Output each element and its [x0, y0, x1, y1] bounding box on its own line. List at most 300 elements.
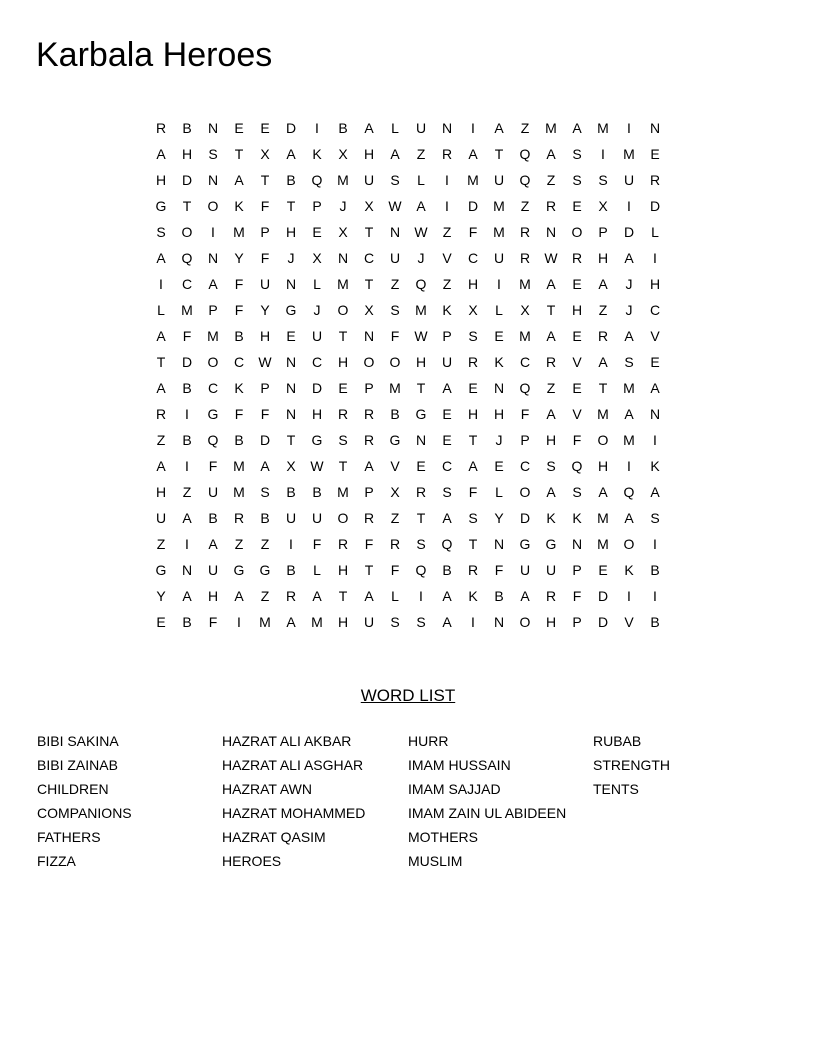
grid-letter: S — [390, 614, 400, 630]
grid-letter: B — [260, 510, 270, 526]
grid-letter: N — [207, 250, 219, 266]
word-list-item: BIBI SAKINA — [37, 733, 119, 749]
word-list-item: HAZRAT AWN — [222, 781, 312, 797]
grid-letter: Q — [519, 146, 531, 162]
grid-letter: J — [339, 198, 347, 214]
grid-letter: A — [442, 510, 452, 526]
grid-letter: M — [623, 432, 635, 448]
grid-letter: X — [286, 458, 296, 474]
grid-letter: W — [258, 354, 272, 370]
grid-letter: B — [182, 614, 192, 630]
grid-letter: O — [597, 432, 609, 448]
grid-letter: U — [311, 328, 323, 344]
grid-letter: M — [493, 224, 505, 240]
grid-letter: U — [493, 250, 505, 266]
grid-letter: E — [234, 120, 244, 136]
grid-letter: T — [598, 380, 608, 396]
word-list-heading: WORD LIST — [360, 686, 456, 705]
grid-letter: A — [546, 484, 556, 500]
grid-letter: Y — [234, 250, 244, 266]
word-list-item: HEROES — [222, 853, 282, 869]
grid-letter: I — [627, 458, 631, 474]
grid-letter: I — [185, 458, 189, 474]
grid-letter: R — [545, 588, 557, 604]
grid-letter: D — [623, 224, 635, 240]
grid-letter: K — [312, 146, 322, 162]
grid-letter: C — [519, 458, 531, 474]
grid-letter: K — [234, 380, 244, 396]
grid-letter: X — [520, 302, 530, 318]
grid-letter: T — [494, 146, 504, 162]
grid-letter: L — [417, 172, 425, 188]
grid-letter: X — [364, 302, 374, 318]
grid-letter: I — [627, 198, 631, 214]
grid-letter: R — [649, 172, 661, 188]
grid-letter: U — [155, 510, 167, 526]
grid-letter: F — [390, 562, 400, 578]
grid-letter: A — [156, 328, 166, 344]
grid-letter: Y — [156, 588, 166, 604]
grid-letter: A — [312, 588, 322, 604]
grid-letter: X — [338, 224, 348, 240]
grid-letter: F — [182, 328, 192, 344]
grid-letter: I — [471, 120, 475, 136]
grid-letter: H — [597, 458, 609, 474]
grid-letter: X — [364, 198, 374, 214]
grid-letter: H — [649, 276, 661, 292]
grid-letter: H — [571, 302, 583, 318]
grid-letter: S — [416, 614, 426, 630]
grid-letter: M — [233, 484, 245, 500]
grid-letter: G — [415, 406, 427, 422]
word-list-item: HAZRAT QASIM — [222, 829, 326, 845]
grid-letter: E — [416, 458, 426, 474]
grid-letter: N — [493, 380, 505, 396]
grid-letter: B — [182, 432, 192, 448]
grid-letter: M — [337, 172, 349, 188]
grid-letter: A — [156, 250, 166, 266]
page-title: Karbala Heroes — [36, 36, 273, 74]
grid-letter: R — [441, 146, 453, 162]
grid-letter: N — [207, 172, 219, 188]
grid-letter: H — [597, 250, 609, 266]
grid-letter: G — [207, 406, 219, 422]
grid-letter: P — [364, 484, 374, 500]
grid-letter: I — [289, 536, 293, 552]
grid-letter: A — [546, 406, 556, 422]
grid-letter: A — [598, 354, 608, 370]
grid-letter: N — [649, 406, 661, 422]
grid-letter: M — [597, 406, 609, 422]
grid-letter: F — [208, 458, 218, 474]
grid-letter: D — [181, 172, 193, 188]
grid-letter: A — [234, 172, 244, 188]
grid-letter: W — [388, 198, 402, 214]
grid-letter: V — [650, 328, 660, 344]
grid-letter: O — [389, 354, 401, 370]
grid-letter: M — [233, 224, 245, 240]
grid-letter: F — [234, 406, 244, 422]
grid-letter: C — [467, 250, 479, 266]
grid-letter: P — [260, 380, 270, 396]
grid-letter: A — [208, 536, 218, 552]
grid-letter: Z — [546, 172, 556, 188]
grid-letter: B — [182, 380, 192, 396]
grid-letter: A — [156, 458, 166, 474]
grid-letter: B — [650, 562, 660, 578]
grid-letter: H — [181, 146, 193, 162]
grid-letter: A — [468, 458, 478, 474]
grid-letter: M — [597, 120, 609, 136]
grid-letter: L — [157, 302, 165, 318]
word-list-item: TENTS — [593, 781, 639, 797]
grid-letter: E — [572, 276, 582, 292]
grid-letter: T — [286, 432, 296, 448]
grid-letter: Y — [494, 510, 504, 526]
grid-letter: U — [311, 510, 323, 526]
grid-letter: I — [185, 406, 189, 422]
grid-letter: I — [653, 432, 657, 448]
grid-letter: T — [338, 458, 348, 474]
grid-letter: V — [572, 354, 582, 370]
grid-letter: U — [623, 172, 635, 188]
grid-letter: A — [182, 510, 192, 526]
grid-letter: B — [442, 562, 452, 578]
grid-letter: Z — [156, 536, 166, 552]
grid-letter: E — [494, 458, 504, 474]
grid-letter: A — [208, 276, 218, 292]
grid-letter: Z — [546, 380, 556, 396]
grid-letter: T — [364, 562, 374, 578]
grid-letter: Z — [520, 120, 530, 136]
grid-letter: N — [285, 354, 297, 370]
grid-letter: A — [182, 588, 192, 604]
grid-letter: F — [260, 250, 270, 266]
grid-letter: A — [546, 276, 556, 292]
grid-letter: Z — [598, 302, 608, 318]
word-list-item: HAZRAT ALI AKBAR — [222, 733, 352, 749]
grid-letter: C — [207, 380, 219, 396]
grid-letter: A — [468, 146, 478, 162]
grid-letter: U — [207, 484, 219, 500]
grid-letter: T — [364, 224, 374, 240]
grid-letter: G — [285, 302, 297, 318]
grid-letter: B — [286, 172, 296, 188]
grid-letter: Y — [260, 302, 270, 318]
grid-letter: S — [624, 354, 634, 370]
grid-letter: R — [285, 588, 297, 604]
grid-letter: N — [545, 224, 557, 240]
grid-letter: R — [363, 432, 375, 448]
grid-letter: B — [650, 614, 660, 630]
grid-letter: F — [312, 536, 322, 552]
grid-letter: C — [311, 354, 323, 370]
grid-letter: T — [416, 380, 426, 396]
grid-letter: Z — [390, 276, 400, 292]
grid-letter: I — [627, 120, 631, 136]
grid-letter: O — [181, 224, 193, 240]
grid-letter: T — [156, 354, 166, 370]
grid-letter: H — [337, 562, 349, 578]
word-list-item: HURR — [408, 733, 449, 749]
grid-letter: C — [649, 302, 661, 318]
grid-letter: W — [310, 458, 324, 474]
grid-letter: X — [338, 146, 348, 162]
grid-letter: I — [159, 276, 163, 292]
grid-letter: U — [363, 172, 375, 188]
word-list-item: COMPANIONS — [37, 805, 132, 821]
grid-letter: S — [572, 172, 582, 188]
grid-letter: F — [234, 276, 244, 292]
grid-letter: U — [207, 562, 219, 578]
grid-letter: E — [572, 198, 582, 214]
grid-letter: U — [493, 172, 505, 188]
grid-letter: F — [468, 224, 478, 240]
grid-letter: H — [259, 328, 271, 344]
grid-letter: X — [312, 250, 322, 266]
grid-letter: L — [313, 276, 321, 292]
grid-letter: N — [285, 380, 297, 396]
grid-letter: X — [468, 302, 478, 318]
grid-letter: E — [494, 328, 504, 344]
grid-letter: A — [520, 588, 530, 604]
grid-letter: H — [545, 614, 557, 630]
grid-letter: T — [338, 588, 348, 604]
grid-letter: F — [208, 614, 218, 630]
grid-letter: X — [390, 484, 400, 500]
grid-letter: B — [494, 588, 504, 604]
grid-letter: R — [415, 484, 427, 500]
grid-letter: H — [493, 406, 505, 422]
grid-letter: L — [391, 588, 399, 604]
grid-letter: G — [389, 432, 401, 448]
grid-letter: K — [650, 458, 660, 474]
grid-letter: Q — [311, 172, 323, 188]
grid-letter: M — [233, 458, 245, 474]
grid-letter: M — [519, 328, 531, 344]
grid-letter: Z — [442, 276, 452, 292]
grid-letter: S — [468, 328, 478, 344]
grid-letter: C — [441, 458, 453, 474]
grid-letter: M — [545, 120, 557, 136]
grid-letter: P — [260, 224, 270, 240]
grid-letter: M — [181, 302, 193, 318]
grid-letter: G — [155, 198, 167, 214]
grid-letter: S — [442, 484, 452, 500]
grid-letter: U — [363, 614, 375, 630]
grid-letter: B — [208, 510, 218, 526]
grid-letter: A — [624, 250, 634, 266]
grid-letter: A — [364, 458, 374, 474]
grid-letter: L — [495, 484, 503, 500]
grid-letter: F — [234, 302, 244, 318]
grid-letter: S — [156, 224, 166, 240]
grid-letter: M — [623, 380, 635, 396]
grid-letter: M — [597, 536, 609, 552]
grid-letter: F — [468, 484, 478, 500]
grid-letter: R — [363, 406, 375, 422]
grid-letter: A — [364, 588, 374, 604]
grid-letter: C — [519, 354, 531, 370]
grid-letter: B — [390, 406, 400, 422]
grid-letter: N — [415, 432, 427, 448]
grid-letter: M — [259, 614, 271, 630]
grid-letter: S — [598, 172, 608, 188]
grid-letter: V — [572, 406, 582, 422]
grid-letter: Q — [519, 380, 531, 396]
grid-letter: L — [495, 302, 503, 318]
grid-letter: D — [597, 588, 609, 604]
grid-letter: D — [467, 198, 479, 214]
grid-letter: N — [441, 120, 453, 136]
grid-letter: R — [467, 562, 479, 578]
grid-letter: E — [650, 354, 660, 370]
grid-letter: P — [312, 198, 322, 214]
grid-letter: B — [234, 328, 244, 344]
grid-letter: H — [155, 484, 167, 500]
grid-letter: M — [337, 484, 349, 500]
grid-letter: J — [313, 302, 321, 318]
grid-letter: N — [207, 120, 219, 136]
word-list-item: IMAM ZAIN UL ABIDEEN — [408, 805, 567, 821]
grid-letter: R — [337, 536, 349, 552]
grid-letter: M — [311, 614, 323, 630]
grid-letter: T — [416, 510, 426, 526]
grid-letter: S — [338, 432, 348, 448]
grid-letter: N — [649, 120, 661, 136]
grid-letter: U — [415, 120, 427, 136]
grid-letter: S — [260, 484, 270, 500]
grid-letter: I — [653, 536, 657, 552]
grid-letter: E — [468, 380, 478, 396]
grid-letter: B — [182, 120, 192, 136]
grid-letter: B — [234, 432, 244, 448]
grid-letter: E — [286, 328, 296, 344]
word-list-item: IMAM SAJJAD — [408, 781, 501, 797]
grid-letter: H — [467, 276, 479, 292]
grid-letter: S — [390, 302, 400, 318]
grid-letter: V — [390, 458, 400, 474]
grid-letter: X — [598, 198, 608, 214]
grid-letter: D — [285, 120, 297, 136]
grid-letter: J — [287, 250, 295, 266]
grid-letter: D — [181, 354, 193, 370]
grid-letter: R — [519, 250, 531, 266]
grid-letter: N — [181, 562, 193, 578]
grid-letter: A — [156, 380, 166, 396]
grid-letter: K — [624, 562, 634, 578]
grid-letter: P — [572, 614, 582, 630]
word-list — [37, 731, 778, 875]
grid-letter: O — [337, 510, 349, 526]
grid-letter: N — [571, 536, 583, 552]
word-list-item: STRENGTH — [593, 757, 670, 773]
grid-letter: A — [416, 198, 426, 214]
grid-letter: R — [233, 510, 245, 526]
grid-letter: E — [442, 406, 452, 422]
grid-letter: I — [237, 614, 241, 630]
grid-letter: I — [653, 588, 657, 604]
grid-letter: A — [494, 120, 504, 136]
word-list-item: MUSLIM — [408, 853, 463, 869]
grid-letter: Q — [207, 432, 219, 448]
grid-letter: P — [364, 380, 374, 396]
grid-letter: A — [156, 146, 166, 162]
grid-letter: P — [572, 562, 582, 578]
word-list-item: FATHERS — [37, 829, 101, 845]
grid-letter: D — [597, 614, 609, 630]
grid-letter: T — [468, 536, 478, 552]
grid-letter: Z — [520, 198, 530, 214]
grid-letter: A — [234, 588, 244, 604]
grid-letter: B — [286, 562, 296, 578]
grid-letter: E — [260, 120, 270, 136]
grid-letter: C — [233, 354, 245, 370]
grid-letter: U — [389, 250, 401, 266]
grid-letter: R — [155, 406, 167, 422]
grid-letter: A — [624, 328, 634, 344]
grid-letter: G — [259, 562, 271, 578]
grid-letter: E — [442, 432, 452, 448]
grid-letter: A — [650, 380, 660, 396]
grid-letter: Q — [415, 562, 427, 578]
grid-letter: U — [441, 354, 453, 370]
grid-letter: A — [546, 328, 556, 344]
grid-letter: C — [363, 250, 375, 266]
grid-letter: T — [260, 172, 270, 188]
grid-letter: Z — [442, 224, 452, 240]
grid-letter: S — [208, 146, 218, 162]
grid-letter: T — [338, 328, 348, 344]
grid-letter: F — [260, 406, 270, 422]
grid-letter: K — [468, 588, 478, 604]
grid-letter: Z — [156, 432, 166, 448]
grid-letter: O — [519, 614, 531, 630]
grid-letter: U — [259, 276, 271, 292]
grid-letter: D — [259, 432, 271, 448]
grid-letter: L — [391, 120, 399, 136]
word-list-item: RUBAB — [593, 733, 642, 749]
grid-letter: P — [442, 328, 452, 344]
grid-letter: Z — [260, 536, 270, 552]
word-search-grid — [148, 115, 668, 635]
grid-letter: Q — [181, 250, 193, 266]
word-list-item: HAZRAT MOHAMMED — [222, 805, 366, 821]
grid-letter: M — [207, 328, 219, 344]
grid-letter: D — [311, 380, 323, 396]
grid-letter: K — [572, 510, 582, 526]
grid-letter: H — [363, 146, 375, 162]
word-list-item: MOTHERS — [408, 829, 478, 845]
grid-letter: R — [363, 510, 375, 526]
grid-letter: D — [649, 198, 661, 214]
grid-letter: A — [286, 614, 296, 630]
grid-letter: S — [416, 536, 426, 552]
grid-letter: F — [494, 562, 504, 578]
grid-letter: S — [650, 510, 660, 526]
grid-letter: T — [182, 198, 192, 214]
word-list-item: IMAM HUSSAIN — [408, 757, 511, 773]
grid-letter: R — [337, 406, 349, 422]
grid-letter: S — [572, 484, 582, 500]
grid-letter: Q — [441, 536, 453, 552]
grid-letter: P — [520, 432, 530, 448]
grid-letter: M — [519, 276, 531, 292]
grid-letter: J — [495, 432, 503, 448]
grid-letter: H — [207, 588, 219, 604]
grid-letter: E — [156, 614, 166, 630]
grid-letter: E — [650, 146, 660, 162]
